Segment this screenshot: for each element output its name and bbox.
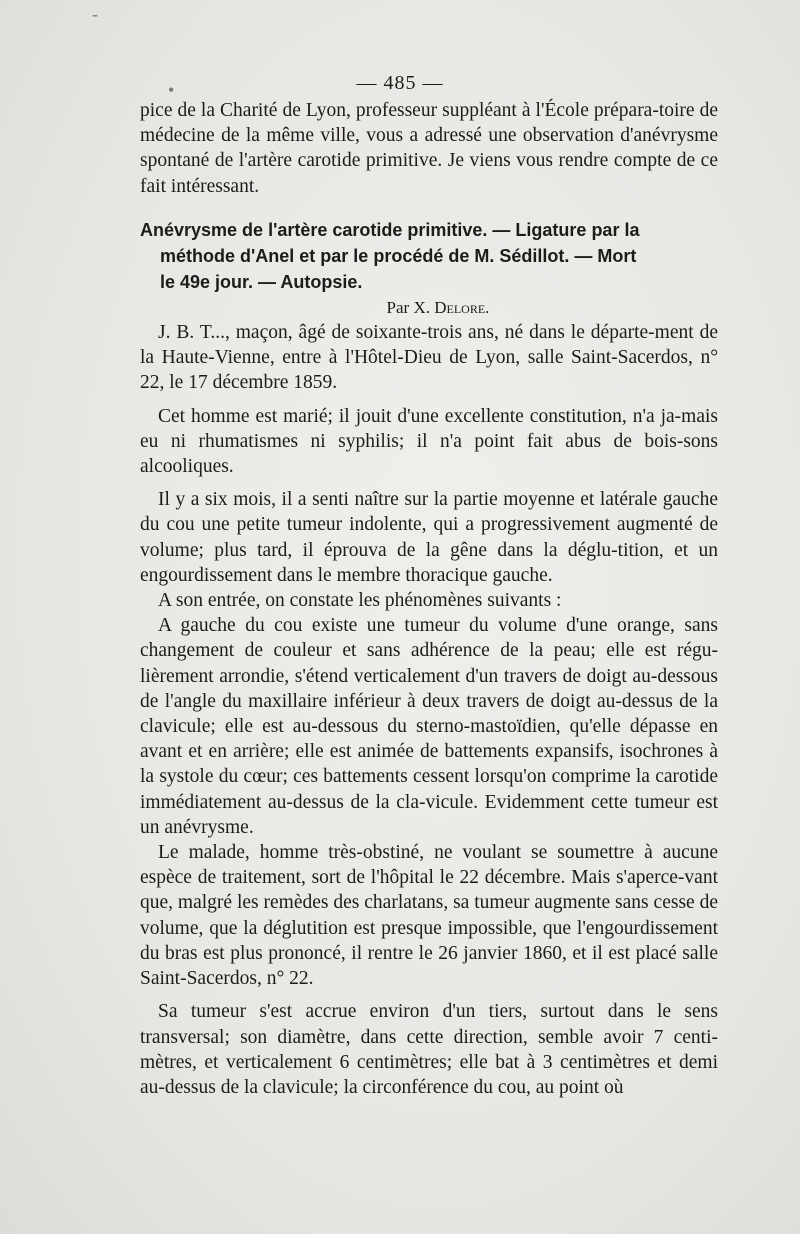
paragraph-3: Il y a six mois, il a senti naître sur la partie moyenne et latérale gauche du cou une petite tumeur indolente, qui a progressivement augmenté de volume; plus tard, il éprouva de la gêne dans la déglu-tition, et un engourdissement dans le membre thoracique gauche. <box>140 489 718 586</box>
page-number: — 485 — <box>356 72 444 94</box>
paragraph-4: A son entrée, on constate les phénomènes suivants : <box>158 590 562 612</box>
title-line-1: Anévrysme de l'artère carotide primitive. — Ligature par la <box>140 219 640 240</box>
author-prefix: Par <box>386 297 410 317</box>
paragraph-5: A gauche du cou existe une tumeur du volume d'une orange, sans changement de couleur et sans adhérence de la peau; elle est régu-lièrement arrondie, s'étend verticalement d'un travers de doigt au-dessous de l'angle du maxillaire inférieur à deux travers de doigt au-dessus de la clavicule; elle est au-dessous du sterno-mastoïdien, qu'elle dépasse en avant et en arrière; elle est animée de battements expansifs, isochrones à la systole du cœur; ces battements cessent lorsqu'on comprime la carotide immédiatement au-dessus de la cla-vicule. Evidemment cette tumeur est un anévrysme. <box>140 615 718 838</box>
paragraph-2: Cet homme est marié; il jouit d'une excellente constitution, n'a ja-mais eu ni rhumatismes ni syphilis; il n'a point fait abus de bois-sons alcooliques. <box>140 405 718 478</box>
author-name: X. Delore. <box>413 297 490 317</box>
paragraph-6: Le malade, homme très-obstiné, ne voulant se soumettre à aucune espèce de traitement, sort de l'hôpital le 22 décembre. Mais s'aperce-vant que, malgré les remèdes des charlatans, sa tumeur augmente sans cesse de volume, que la déglutition est presque impossible, que l'engourdissement du bras est plus prononcé, il rentre le 26 janvier 1860, et il est placé salle Saint-Sacerdos, n° 22. <box>140 842 718 990</box>
title-line-2: méthode d'Anel et par le procédé de M. Sédillot. — Mort <box>160 245 637 266</box>
intro-paragraph: pice de la Charité de Lyon, professeur suppléant à l'École prépara-toire de médecine de la même ville, vous a adressé une observation d'anévrysme spontané de l'artère carotide primitive. Je viens vous rendre compte de ce fait intéressant. <box>140 100 718 197</box>
author-line <box>140 295 718 320</box>
paragraph-1: J. B. T..., maçon, âgé de soixante-trois ans, né dans le départe-ment de la Haute-Vienne, entre à l'Hôtel-Dieu de Lyon, salle Saint-Sacerdos, n° 22, le 17 décembre 1859. <box>140 322 718 394</box>
margin-speck: - <box>92 4 98 24</box>
paragraph-7: Sa tumeur s'est accrue environ d'un tiers, surtout dans le sens transversal; son diamètre, dans cette direction, semble avoir 7 centi-mètres, et verticalement 6 centimètres; elle bat à 3 centimètres et demi au-dessus de la clavicule; la circonférence du cou, au point où <box>140 1001 718 1098</box>
margin-dot: • <box>168 80 175 100</box>
page-body <box>140 98 718 1100</box>
title-line-3: le 49e jour. — Autopsie. <box>160 271 363 292</box>
article-title <box>140 217 718 295</box>
